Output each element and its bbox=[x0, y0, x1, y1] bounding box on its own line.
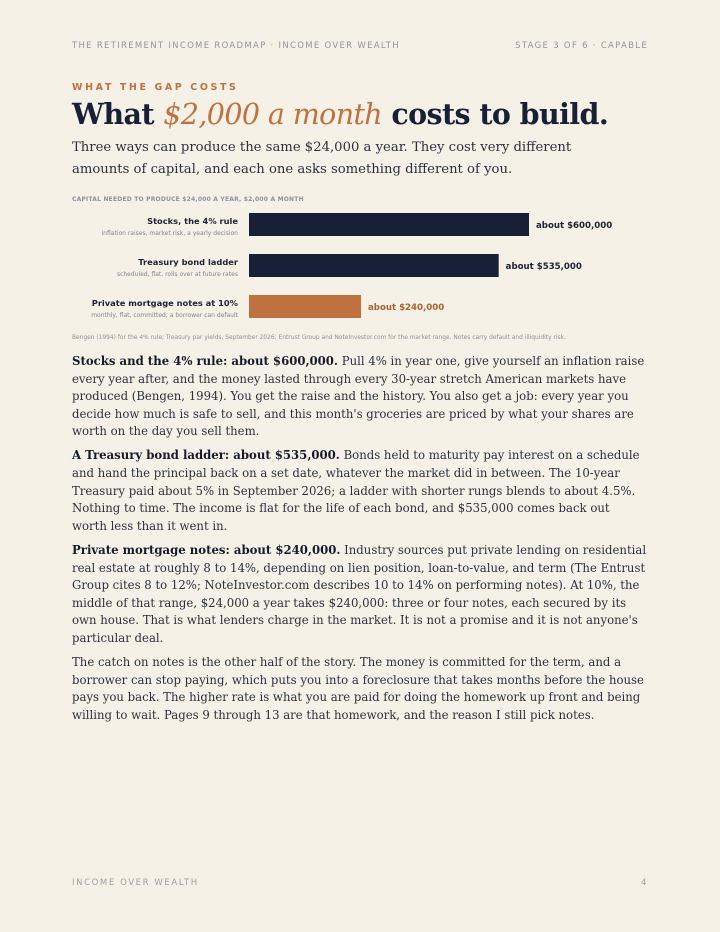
paragraph-body: Industry sources put private lending on residential real estate at roughly 8 to 14%, depending on lien position, loan-to-value, and term (The Entrust Group cites 8 to 12%; NoteInvestor.com describes 10 to 14% on performing notes). At 10%, the middle of that range, $24,000 a year takes $240,000: three or four notes, each secured by its own house. That is what lenders charge in the market. It is not a promise and it is not anyone's particular deal. bbox=[72, 542, 647, 645]
capital-bar-chart bbox=[72, 208, 648, 326]
paragraph-stocks bbox=[72, 353, 648, 441]
bar-value-label: about $535,000 bbox=[505, 262, 582, 272]
bar bbox=[249, 254, 499, 277]
bar-category-label: Treasury bond ladder bbox=[138, 257, 238, 267]
bar-value-label: about $240,000 bbox=[368, 303, 445, 313]
page-number: 4 bbox=[640, 878, 648, 888]
title-tail: costs to build. bbox=[382, 97, 609, 131]
paragraph-body: The catch on notes is the other half of the story. The money is committed for the term, and a borrower can stop paying, which puts you into a foreclosure that takes months before the house pays you back. The higher rate is what you are paid for doing the homework up front and being willing to wait. Pages 9 through 13 are that homework, and the reason I still pick notes. bbox=[72, 655, 644, 722]
body-text bbox=[72, 353, 648, 731]
bar-category-sublabel: scheduled, flat, rolls over at future rates bbox=[116, 271, 238, 278]
running-header-stage: STAGE 3 OF 6 · CAPABLE bbox=[515, 41, 648, 51]
source-note: Bengen (1994) for the 4% rule; Treasury par yields, September 2026; Entrust Group and NoteInvestor.com for the market range. Notes carry default and illiquidity risk. bbox=[72, 335, 566, 341]
bar-category-sublabel: monthly, flat, committed; a borrower can default bbox=[91, 312, 238, 319]
chart-title: CAPITAL NEEDED TO PRODUCE $24,000 A YEAR, $2,000 A MONTH bbox=[72, 196, 304, 203]
bar bbox=[249, 213, 529, 236]
running-header-title: THE RETIREMENT INCOME ROADMAP · INCOME OVER WEALTH bbox=[72, 41, 400, 51]
paragraph-lead: A Treasury bond ladder: about $535,000. bbox=[72, 448, 340, 463]
page-footer bbox=[72, 878, 648, 888]
bar bbox=[249, 295, 361, 318]
paragraph-notes bbox=[72, 542, 648, 648]
bar-value-label: about $600,000 bbox=[536, 221, 613, 231]
footer-title: INCOME OVER WEALTH bbox=[72, 878, 199, 888]
bar-category-label: Stocks, the 4% rule bbox=[147, 216, 238, 226]
section-eyebrow: WHAT THE GAP COSTS bbox=[72, 82, 239, 93]
page-title bbox=[72, 97, 608, 131]
paragraph-body: Bonds held to maturity pay interest on a schedule and hand the principal back on a set date, whatever the market did in between. The 10-year Treasury paid about 5% in September 2026; a ladder with shorter rungs blends to about 4.5%. Nothing to time. The income is flat for the life of each bond, and $535,000 comes back out worth less than it went in. bbox=[72, 448, 640, 533]
paragraph-treasury bbox=[72, 447, 648, 535]
lede-paragraph: Three ways can produce the same $24,000 a year. They cost very different amounts of capital, and each one asks something different of you. bbox=[72, 140, 572, 177]
bar-category-label: Private mortgage notes at 10% bbox=[91, 298, 238, 308]
paragraph-lead: Stocks and the 4% rule: about $600,000. bbox=[72, 354, 338, 368]
paragraph-catch bbox=[72, 654, 648, 724]
running-header bbox=[72, 41, 648, 51]
paragraph-lead: Private mortgage notes: about $240,000. bbox=[72, 542, 341, 557]
title-lead: What bbox=[72, 97, 164, 131]
bar-category-sublabel: inflation raises, market risk, a yearly decision bbox=[101, 230, 238, 237]
paragraph-body: Pull 4% in year one, give yourself an inflation raise every year after, and the money lasted through every 30-year stretch American markets have produced (Bengen, 1994). You get the raise and the history. You also get a job: every year you decide how much is safe to sell, and this month's groceries are priced by what your shares are worth on the day you sell them. bbox=[72, 354, 645, 439]
title-accent: $2,000 a month bbox=[163, 98, 383, 131]
